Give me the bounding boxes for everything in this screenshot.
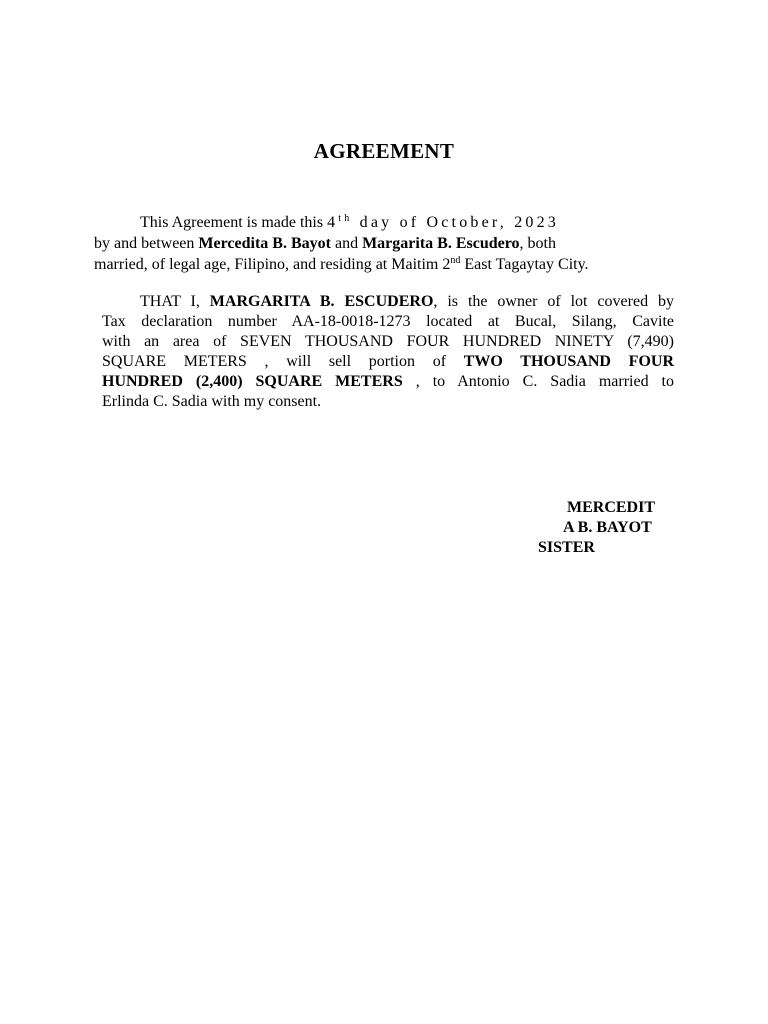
paragraph1-text: East Tagaytay City.: [460, 256, 589, 273]
sold-area-text: TWO THOUSAND FOUR: [463, 353, 675, 370]
paragraph2-line5: [102, 372, 674, 392]
party-name-1: Mercedita B. Bayot: [198, 235, 331, 252]
party-name-2: Margarita B. Escudero: [362, 235, 520, 252]
signature-title: SISTER: [538, 539, 595, 556]
paragraph2-text: , to Antonio C. Sadia married to: [402, 373, 675, 390]
signature-name-line2: A B. BAYOT: [563, 519, 652, 536]
paragraph1-line3: [94, 255, 589, 275]
paragraph1-line2: [94, 234, 556, 254]
address-suffix: nd: [450, 255, 461, 266]
paragraph1-day: 4: [327, 214, 339, 231]
paragraph2-line3: with an area of SEVEN THOUSAND FOUR HUNDRED NINETY (7,490): [102, 333, 674, 350]
paragraph1-text: married, of legal age, Filipino, and residing at Maitim 2: [94, 256, 451, 273]
paragraph2-text: THAT I,: [140, 293, 210, 310]
paragraph2-text: , is the owner of lot covered by: [433, 293, 675, 310]
paragraph1-text: This Agreement is made this: [140, 214, 328, 231]
paragraph1-date: day of October, 2023: [352, 214, 559, 231]
paragraph2-line4: [102, 352, 674, 372]
paragraph1-text: , both: [519, 235, 556, 252]
paragraph2-line1: [140, 292, 674, 312]
paragraph1-text: and: [330, 235, 363, 252]
signature-name-line1: MERCEDIT: [567, 499, 656, 516]
sold-area-text: HUNDRED (2,400) SQUARE METERS: [102, 373, 403, 390]
paragraph2-line6: Erlinda C. Sadia with my consent.: [102, 393, 322, 410]
paragraph1-line1: [140, 213, 559, 233]
paragraph2-text: SQUARE METERS , will sell portion of: [102, 353, 464, 370]
owner-name: MARGARITA B. ESCUDERO: [209, 293, 434, 310]
document-title: AGREEMENT: [313, 139, 455, 163]
paragraph2-line2: Tax declaration number AA-18-0018-1273 located at Bucal, Silang, Cavite: [102, 313, 674, 330]
paragraph1-text: by and between: [94, 235, 199, 252]
paragraph1-day-suffix: th: [338, 213, 353, 224]
